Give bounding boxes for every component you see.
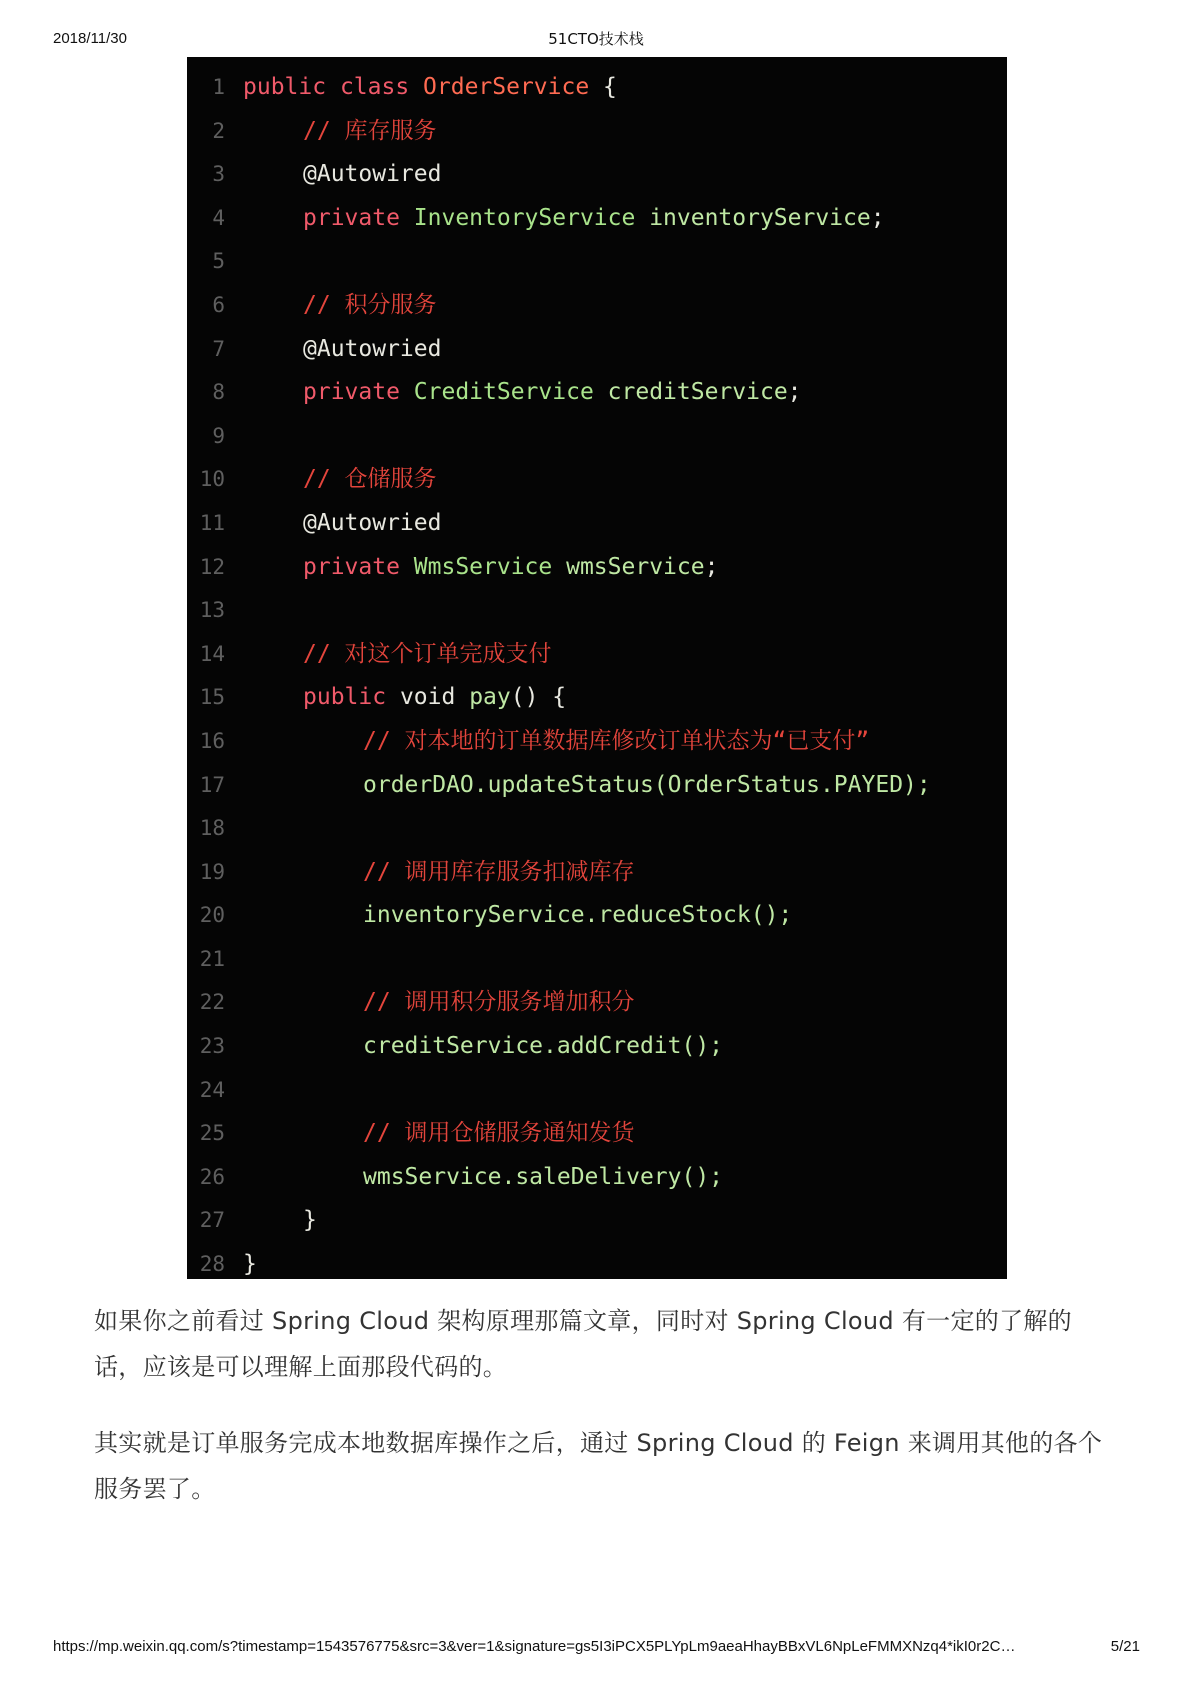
- code-token: ;: [704, 553, 719, 580]
- code-token: ;: [870, 204, 885, 231]
- code-token: inventoryService.reduceStock();: [363, 902, 793, 929]
- code-text: [243, 1243, 257, 1287]
- code-text: [303, 502, 441, 546]
- code-token: @Autowried: [303, 509, 442, 536]
- code-token: () {: [510, 684, 567, 711]
- line-number: 16: [199, 728, 225, 753]
- code-line: [187, 1112, 1007, 1156]
- line-number: 25: [199, 1121, 225, 1146]
- line-number: 17: [199, 772, 225, 797]
- line-number: 1: [212, 75, 225, 99]
- code-token: // 对这个订单完成支付: [303, 640, 552, 667]
- code-line: [187, 807, 1007, 851]
- code-text: [363, 1025, 723, 1069]
- line-number: 24: [199, 1077, 225, 1102]
- code-token: creditService: [607, 379, 788, 406]
- line-number: 3: [212, 162, 225, 187]
- code-text: [303, 676, 566, 720]
- print-date: 2018/11/30: [53, 30, 127, 47]
- code-text: [243, 66, 617, 110]
- line-number: 21: [199, 946, 225, 971]
- code-line: [187, 328, 1007, 372]
- code-text: [303, 1199, 317, 1243]
- code-line: [187, 110, 1007, 154]
- code-text: [363, 851, 635, 895]
- code-text: [303, 110, 437, 154]
- line-number: 7: [212, 336, 225, 361]
- code-line: [187, 938, 1007, 982]
- code-token: public: [243, 74, 340, 100]
- line-number: 11: [199, 510, 225, 535]
- code-line: [187, 633, 1007, 677]
- code-line: [187, 197, 1007, 241]
- code-token: // 积分服务: [303, 291, 437, 318]
- code-token: ;: [787, 379, 802, 406]
- line-number: 27: [199, 1208, 225, 1233]
- code-token: orderDAO.updateStatus(OrderStatus.PAYED);: [363, 771, 931, 798]
- code-line: [187, 1069, 1007, 1113]
- code-token: // 调用库存服务扣减库存: [363, 858, 635, 885]
- footer-url: https://mp.weixin.qq.com/s?timestamp=1543576775&src=3&ver=1&signature=gs5I3iPCX5PLYpLm9aeaHhayBBxVL6NpLeFMMXNzq4*ikI0r2C…: [53, 1638, 1016, 1655]
- code-token: CreditService: [413, 379, 608, 406]
- page-number: 5/21: [1110, 1638, 1140, 1655]
- code-text: [303, 633, 552, 677]
- code-token: class: [339, 74, 424, 100]
- line-number: 18: [199, 816, 225, 841]
- page-header-title: 51CTO技术栈: [548, 30, 644, 48]
- code-text: [363, 1156, 723, 1200]
- line-number: 19: [199, 859, 225, 884]
- article-paragraph: 如果你之前看过 Spring Cloud 架构原理那篇文章，同时对 Spring Cloud 有一定的了解的话，应该是可以理解上面那段代码的。: [94, 1307, 1072, 1381]
- line-number: 12: [199, 554, 225, 579]
- code-token: @Autowired: [303, 161, 442, 188]
- code-line: [187, 546, 1007, 590]
- code-text: [303, 328, 441, 372]
- code-token: // 仓储服务: [303, 466, 437, 493]
- code-line: [187, 894, 1007, 938]
- line-number: 14: [199, 641, 225, 666]
- line-number: 10: [199, 467, 225, 492]
- code-token: @Autowried: [303, 335, 442, 362]
- code-line: [187, 66, 1007, 110]
- code-line: [187, 415, 1007, 459]
- code-text: [363, 720, 869, 764]
- code-line: [187, 764, 1007, 808]
- code-token: // 库存服务: [303, 117, 437, 144]
- code-line: [187, 676, 1007, 720]
- code-token: // 调用仓储服务通知发货: [363, 1120, 635, 1147]
- code-token: wmsService: [566, 553, 705, 580]
- code-token: InventoryService: [413, 204, 650, 231]
- code-line: [187, 1243, 1007, 1287]
- code-token: private: [303, 379, 414, 406]
- code-token: // 调用积分服务增加积分: [363, 989, 635, 1016]
- code-line: [187, 458, 1007, 502]
- code-token: WmsService: [413, 553, 567, 580]
- code-token: public: [303, 684, 400, 711]
- code-screenshot: [187, 57, 1007, 1279]
- code-line: [187, 240, 1007, 284]
- code-text: [303, 284, 437, 328]
- code-token: }: [243, 1251, 257, 1278]
- code-token: private: [303, 553, 414, 580]
- code-token: wmsService.saleDelivery();: [363, 1163, 724, 1190]
- line-number: 6: [212, 292, 225, 317]
- code-line: [187, 1025, 1007, 1069]
- line-number: 20: [199, 903, 225, 928]
- code-text: [363, 764, 931, 808]
- code-token: {: [589, 74, 617, 100]
- code-text: [303, 153, 441, 197]
- code-line: [187, 1156, 1007, 1200]
- code-text: [303, 371, 802, 415]
- code-token: creditService.addCredit();: [363, 1033, 724, 1060]
- code-token: OrderService: [423, 74, 590, 100]
- code-token: pay: [469, 684, 511, 711]
- code-line: [187, 851, 1007, 895]
- code-line: [187, 153, 1007, 197]
- code-token: // 对本地的订单数据库修改订单状态为“已支付”: [363, 727, 870, 754]
- code-line: [187, 284, 1007, 328]
- code-line: [187, 981, 1007, 1025]
- line-number: 4: [212, 205, 225, 230]
- line-number: 2: [212, 118, 225, 143]
- code-text: [303, 458, 437, 502]
- code-text: [363, 981, 635, 1025]
- code-token: void: [399, 684, 470, 711]
- line-number: 22: [199, 990, 225, 1015]
- code-token: inventoryService: [649, 204, 871, 231]
- line-number: 15: [199, 685, 225, 710]
- code-text: [303, 546, 718, 590]
- line-number: 5: [212, 249, 225, 274]
- article-paragraph: 其实就是订单服务完成本地数据库操作之后，通过 Spring Cloud 的 Feign 来调用其他的各个服务罢了。: [94, 1429, 1103, 1503]
- code-line: [187, 371, 1007, 415]
- code-line: [187, 720, 1007, 764]
- line-number: 28: [199, 1252, 225, 1277]
- line-number: 8: [212, 380, 225, 405]
- code-text: [363, 894, 792, 938]
- code-token: }: [303, 1207, 317, 1234]
- line-number: 26: [199, 1164, 225, 1189]
- line-number: 23: [199, 1034, 225, 1059]
- code-line: [187, 589, 1007, 633]
- line-number: 13: [199, 598, 225, 623]
- code-text: [303, 197, 885, 241]
- code-token: private: [303, 204, 414, 231]
- code-line: [187, 502, 1007, 546]
- line-number: 9: [212, 423, 225, 448]
- code-text: [363, 1112, 635, 1156]
- code-line: [187, 1199, 1007, 1243]
